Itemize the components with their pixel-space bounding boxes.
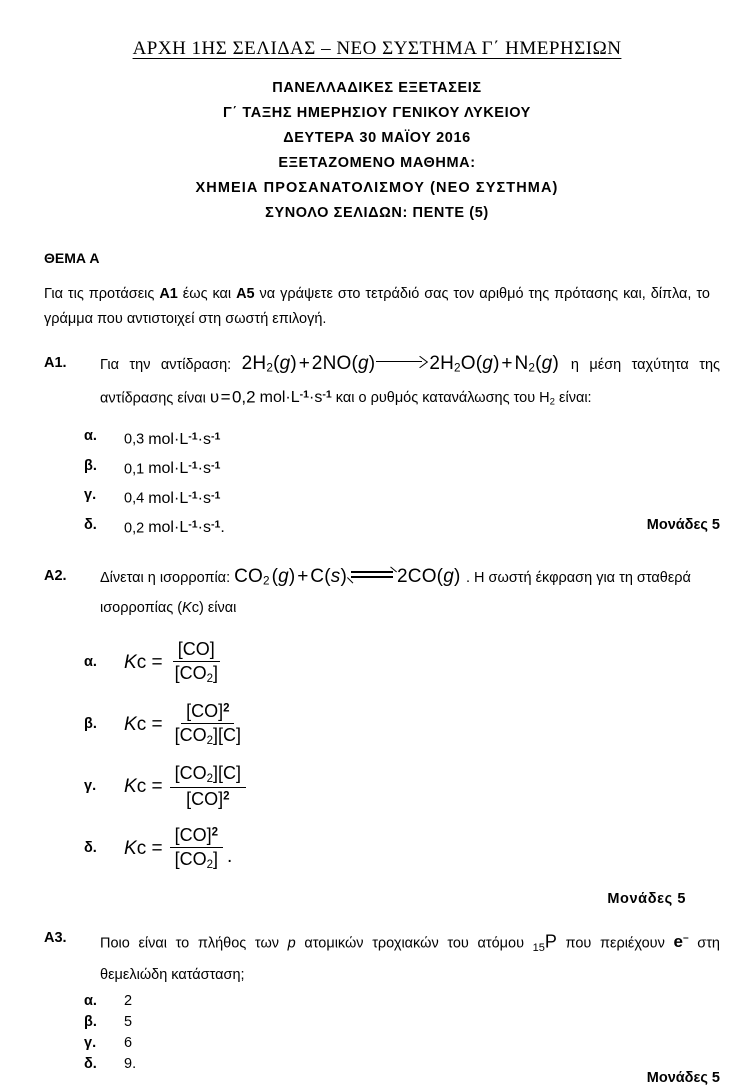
option-unit: $mol\cdot L^{-1}\cdot s^{-1}$. (148, 518, 225, 537)
question-a1-label: Α1. (44, 355, 67, 371)
electron-symbol: e– (673, 932, 689, 952)
exam-header-block (0, 76, 754, 226)
question-a1 (44, 350, 720, 541)
option-unit: $mol\cdot L^{-1}\cdot s^{-1}$ (148, 430, 221, 448)
option-text (124, 482, 220, 511)
marks-a2: Μονάδες 5 (607, 890, 686, 907)
instructions-text-1: Για τις προτάσεις (44, 286, 160, 302)
option-letter: γ. (84, 1034, 97, 1051)
question-a2-text-before: Δίνεται η ισορροπία: (100, 570, 231, 587)
kc-label: Κc = (124, 652, 163, 674)
option-value: 0,1 (124, 461, 145, 478)
fraction-numerator: [CO]$^2$ (181, 701, 234, 724)
option-text (124, 453, 220, 482)
option-letter: δ. (84, 1055, 97, 1072)
kc-label: Κc = (124, 776, 163, 798)
page-header-title: ΑΡΧΗ 1ΗΣ ΣΕΛΙΔΑΣ – ΝΕΟ ΣΥΣΤΗΜΑ Γ΄ ΗΜΕΡΗΣΙΩΝ (132, 38, 622, 59)
option-value: 2 (124, 992, 133, 1009)
single-arrow-icon (376, 356, 428, 366)
option-row[interactable] (84, 482, 720, 511)
question-a2-text-after: . Η σωστή έκφραση για τη σταθερά ισορροπίας (Κc) είναι (100, 570, 691, 616)
header-line-3: ΔΕΥΤΕΡΑ 30 ΜΑΪΟΥ 2016 (283, 130, 471, 146)
option-row[interactable] (84, 824, 720, 874)
section-instructions (44, 282, 710, 332)
question-a2-equation: $CO_2$ (g) + C(s) 2CO(g) (234, 566, 466, 588)
option-letter: β. (84, 716, 97, 733)
option-letter: α. (84, 428, 97, 445)
option-row[interactable] (84, 1033, 720, 1054)
question-a1-rate-value: υ = 0,2 (209, 387, 256, 406)
question-a2-label: Α2. (44, 568, 67, 585)
option-row[interactable] (84, 1012, 720, 1033)
option-value: 9. (124, 1055, 137, 1072)
question-a1-options (84, 423, 720, 541)
instructions-text-3: να γράψετε στο τετράδιό σας τον αριθμό της πρότασης και, δίπλα, το γράμμα που αντιστοιχεί στη σωστή επιλογή. (44, 286, 710, 327)
question-a1-text-before: Για την αντίδραση: (100, 357, 232, 373)
orbital-letter: p (287, 935, 296, 952)
kc-label: Κc = (124, 838, 163, 860)
kc-label: Κc = (124, 714, 163, 736)
option-row[interactable] (84, 512, 720, 541)
option-letter: δ. (84, 840, 97, 857)
header-line-6: ΣΥΝΟΛΟ ΣΕΛΙΔΩΝ: ΠΕΝΤΕ (5) (265, 205, 489, 221)
option-fraction (170, 701, 246, 749)
instructions-ref-a1: Α1 (159, 286, 178, 302)
question-a2-body (100, 563, 720, 622)
option-row[interactable] (84, 991, 720, 1012)
question-a3-options (84, 991, 720, 1089)
question-a1-equation: $2H_2(g)$ + 2NO(g) $2H_2O(g)$ + $N_2(g)$ (241, 353, 571, 375)
question-a1-rate-unit: $mol\cdot L^{-1}\cdot s^{-1}$ (259, 388, 332, 406)
option-unit: $mol\cdot L^{-1}\cdot s^{-1}$ (148, 459, 221, 478)
option-value: 6 (124, 1034, 133, 1051)
option-row[interactable] (84, 453, 720, 482)
atomic-number: 15 (532, 941, 545, 954)
option-fraction (170, 763, 246, 811)
instructions-ref-a5: Α5 (236, 286, 255, 302)
header-line-1: ΠΑΝΕΛΛΑΔΙΚΕΣ ΕΞΕΤΑΣΕΙΣ (272, 80, 482, 96)
fraction-numerator: [CO] (173, 639, 220, 662)
question-a3-label: Α3. (44, 929, 67, 946)
question-a2 (44, 563, 720, 913)
option-value: 0,3 (124, 431, 145, 448)
option-row[interactable] (84, 700, 720, 750)
question-a1-text-mid: η μέση ταχύτητα της αντίδρασης είναι (100, 357, 720, 406)
instructions-text-2: έως και (177, 286, 237, 302)
question-a1-body (100, 350, 720, 415)
option-row[interactable] (84, 1054, 720, 1089)
option-letter: γ. (84, 487, 97, 504)
fraction-denominator: [CO]$^2$ (186, 789, 230, 810)
fraction-denominator: $[CO_2]$ (174, 663, 218, 685)
option-text (124, 423, 220, 452)
option-row[interactable] (84, 762, 720, 812)
option-value: 0,2 (124, 520, 145, 537)
option-letter: γ. (84, 778, 97, 795)
header-line-2: Γ΄ ΤΑΞΗΣ ΗΜΕΡΗΣΙΟΥ ΓΕΝΙΚΟΥ ΛΥΚΕΙΟΥ (223, 105, 531, 121)
option-text (124, 512, 225, 541)
section-title: ΘΕΜΑ Α (44, 250, 100, 266)
equilibrium-arrow-icon (348, 567, 396, 581)
question-a3 (44, 925, 720, 1089)
fraction-denominator: $[CO_2][C]$ (174, 725, 241, 747)
header-line-4: ΕΞΕΤΑΖΟΜΕΝΟ ΜΑΘΗΜΑ: (278, 155, 476, 171)
question-a2-options (84, 638, 720, 874)
marks-a1: Μονάδες 5 (646, 516, 720, 533)
option-letter: β. (84, 1013, 97, 1030)
option-fraction (170, 825, 223, 873)
option-row[interactable] (84, 423, 720, 452)
option-value: 5 (124, 1013, 133, 1030)
option-letter: δ. (84, 516, 97, 533)
option-letter: α. (84, 992, 97, 1009)
option-value: 0,4 (124, 490, 145, 507)
option-letter: α. (84, 654, 97, 671)
question-a3-body: Ποιο είναι το πλήθος των p ατομικών τροχιακών του ατόμου $_{15}$P που περιέχουν e– στη θεμελιώδη κατάσταση; (100, 931, 720, 983)
header-line-5: ΧΗΜΕΙΑ ΠΡΟΣΑΝΑΤΟΛΙΣΜΟΥ (ΝΕΟ ΣΥΣΤΗΜΑ) (195, 180, 559, 196)
fraction-denominator: $[CO_2]$ (174, 849, 218, 871)
option-unit: $mol\cdot L^{-1}\cdot s^{-1}$ (148, 489, 221, 507)
fraction-trailing-dot: . (227, 845, 233, 867)
marks-a3: Μονάδες 5 (646, 1069, 720, 1086)
question-a1-text-after: και ο ρυθμός κατανάλωσης του H2 είναι: (335, 390, 592, 408)
option-row[interactable] (84, 638, 720, 688)
fraction-numerator: [CO]$^2$ (170, 825, 223, 848)
fraction-numerator: $[CO_2][C]$ (170, 763, 246, 788)
element-symbol: P (544, 931, 557, 952)
option-fraction (170, 639, 223, 687)
option-letter: β. (84, 457, 97, 474)
